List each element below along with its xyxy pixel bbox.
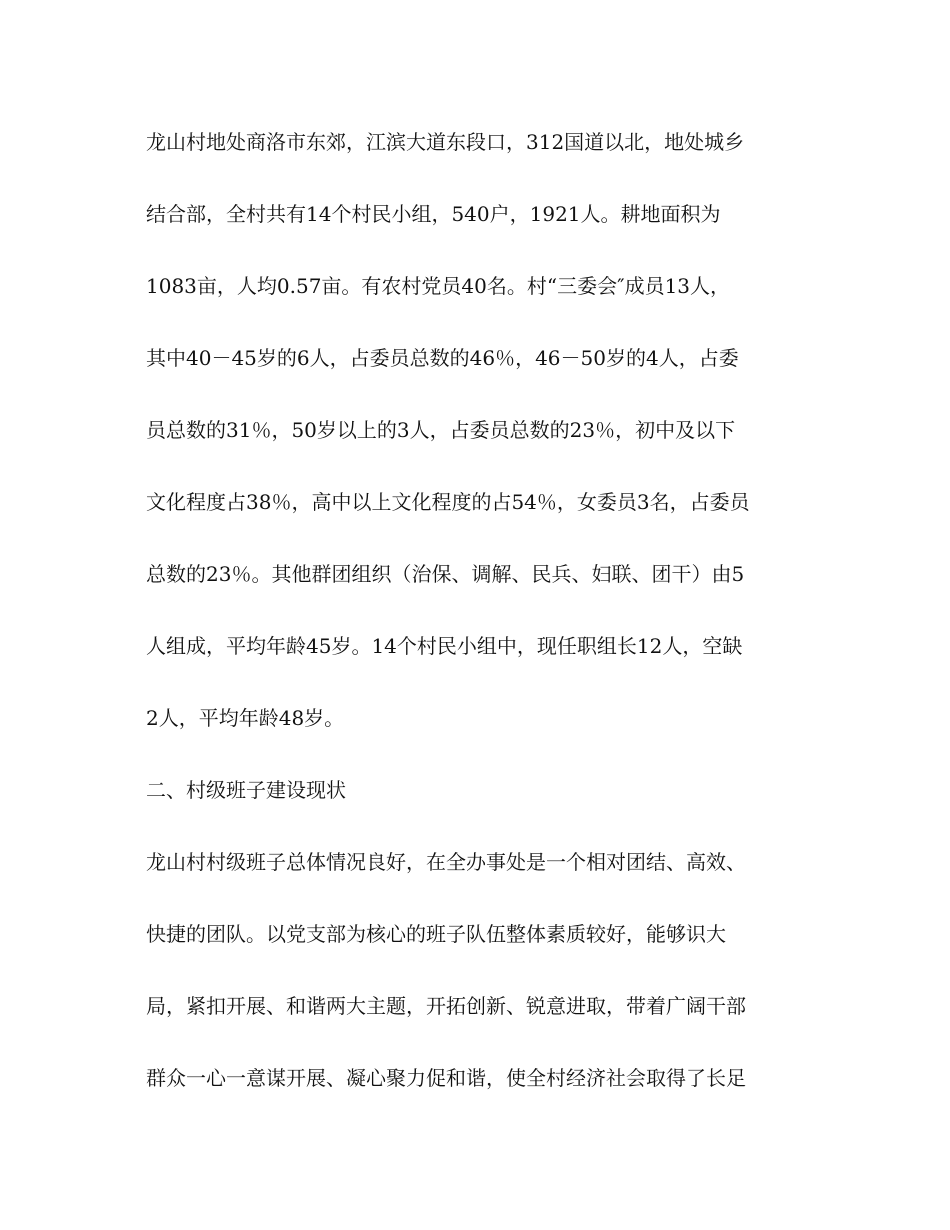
body-text-line-8: 人组成，平均年龄45岁。14个村民小组中，现任职组长12人，空缺: [146, 634, 743, 658]
body-text-line-5: 员总数的31％，50岁以上的3人，占委员总数的23％，初中及以下: [146, 418, 736, 442]
body-text-line-4: 其中40－45岁的6人，占委员总数的46％，46－50岁的4人，占委: [146, 346, 739, 370]
section-heading: 二、村级班子建设现状: [146, 778, 346, 802]
body-text-line-11: 龙山村村级班子总体情况良好，在全办事处是一个相对团结、高效、: [146, 850, 746, 874]
body-text-line-6: 文化程度占38％，高中以上文化程度的占54％，女委员3名，占委员: [146, 490, 750, 514]
body-text-line-12: 快捷的团队。以党支部为核心的班子队伍整体素质较好，能够识大: [146, 922, 726, 946]
body-text-line-9: 2人，平均年龄48岁。: [146, 706, 345, 730]
body-text-line-14: 群众一心一意谋开展、凝心聚力促和谐，使全村经济社会取得了长足: [146, 1066, 746, 1090]
body-text-line-13: 局，紧扣开展、和谐两大主题，开拓创新、锐意进取，带着广阔干部: [146, 994, 746, 1018]
body-text-line-2: 结合部，全村共有14个村民小组，540户，1921人。耕地面积为: [146, 202, 721, 226]
body-text-line-3: 1083亩，人均0.57亩。有农村党员40名。村“三委会″成员13人，: [146, 274, 731, 298]
body-text-line-7: 总数的23％。其他群团组织（治保、调解、民兵、妇联、团干）由5: [146, 562, 745, 586]
body-text-line-1: 龙山村地处商洛市东郊，江滨大道东段口，312国道以北，地处城乡: [146, 130, 745, 154]
